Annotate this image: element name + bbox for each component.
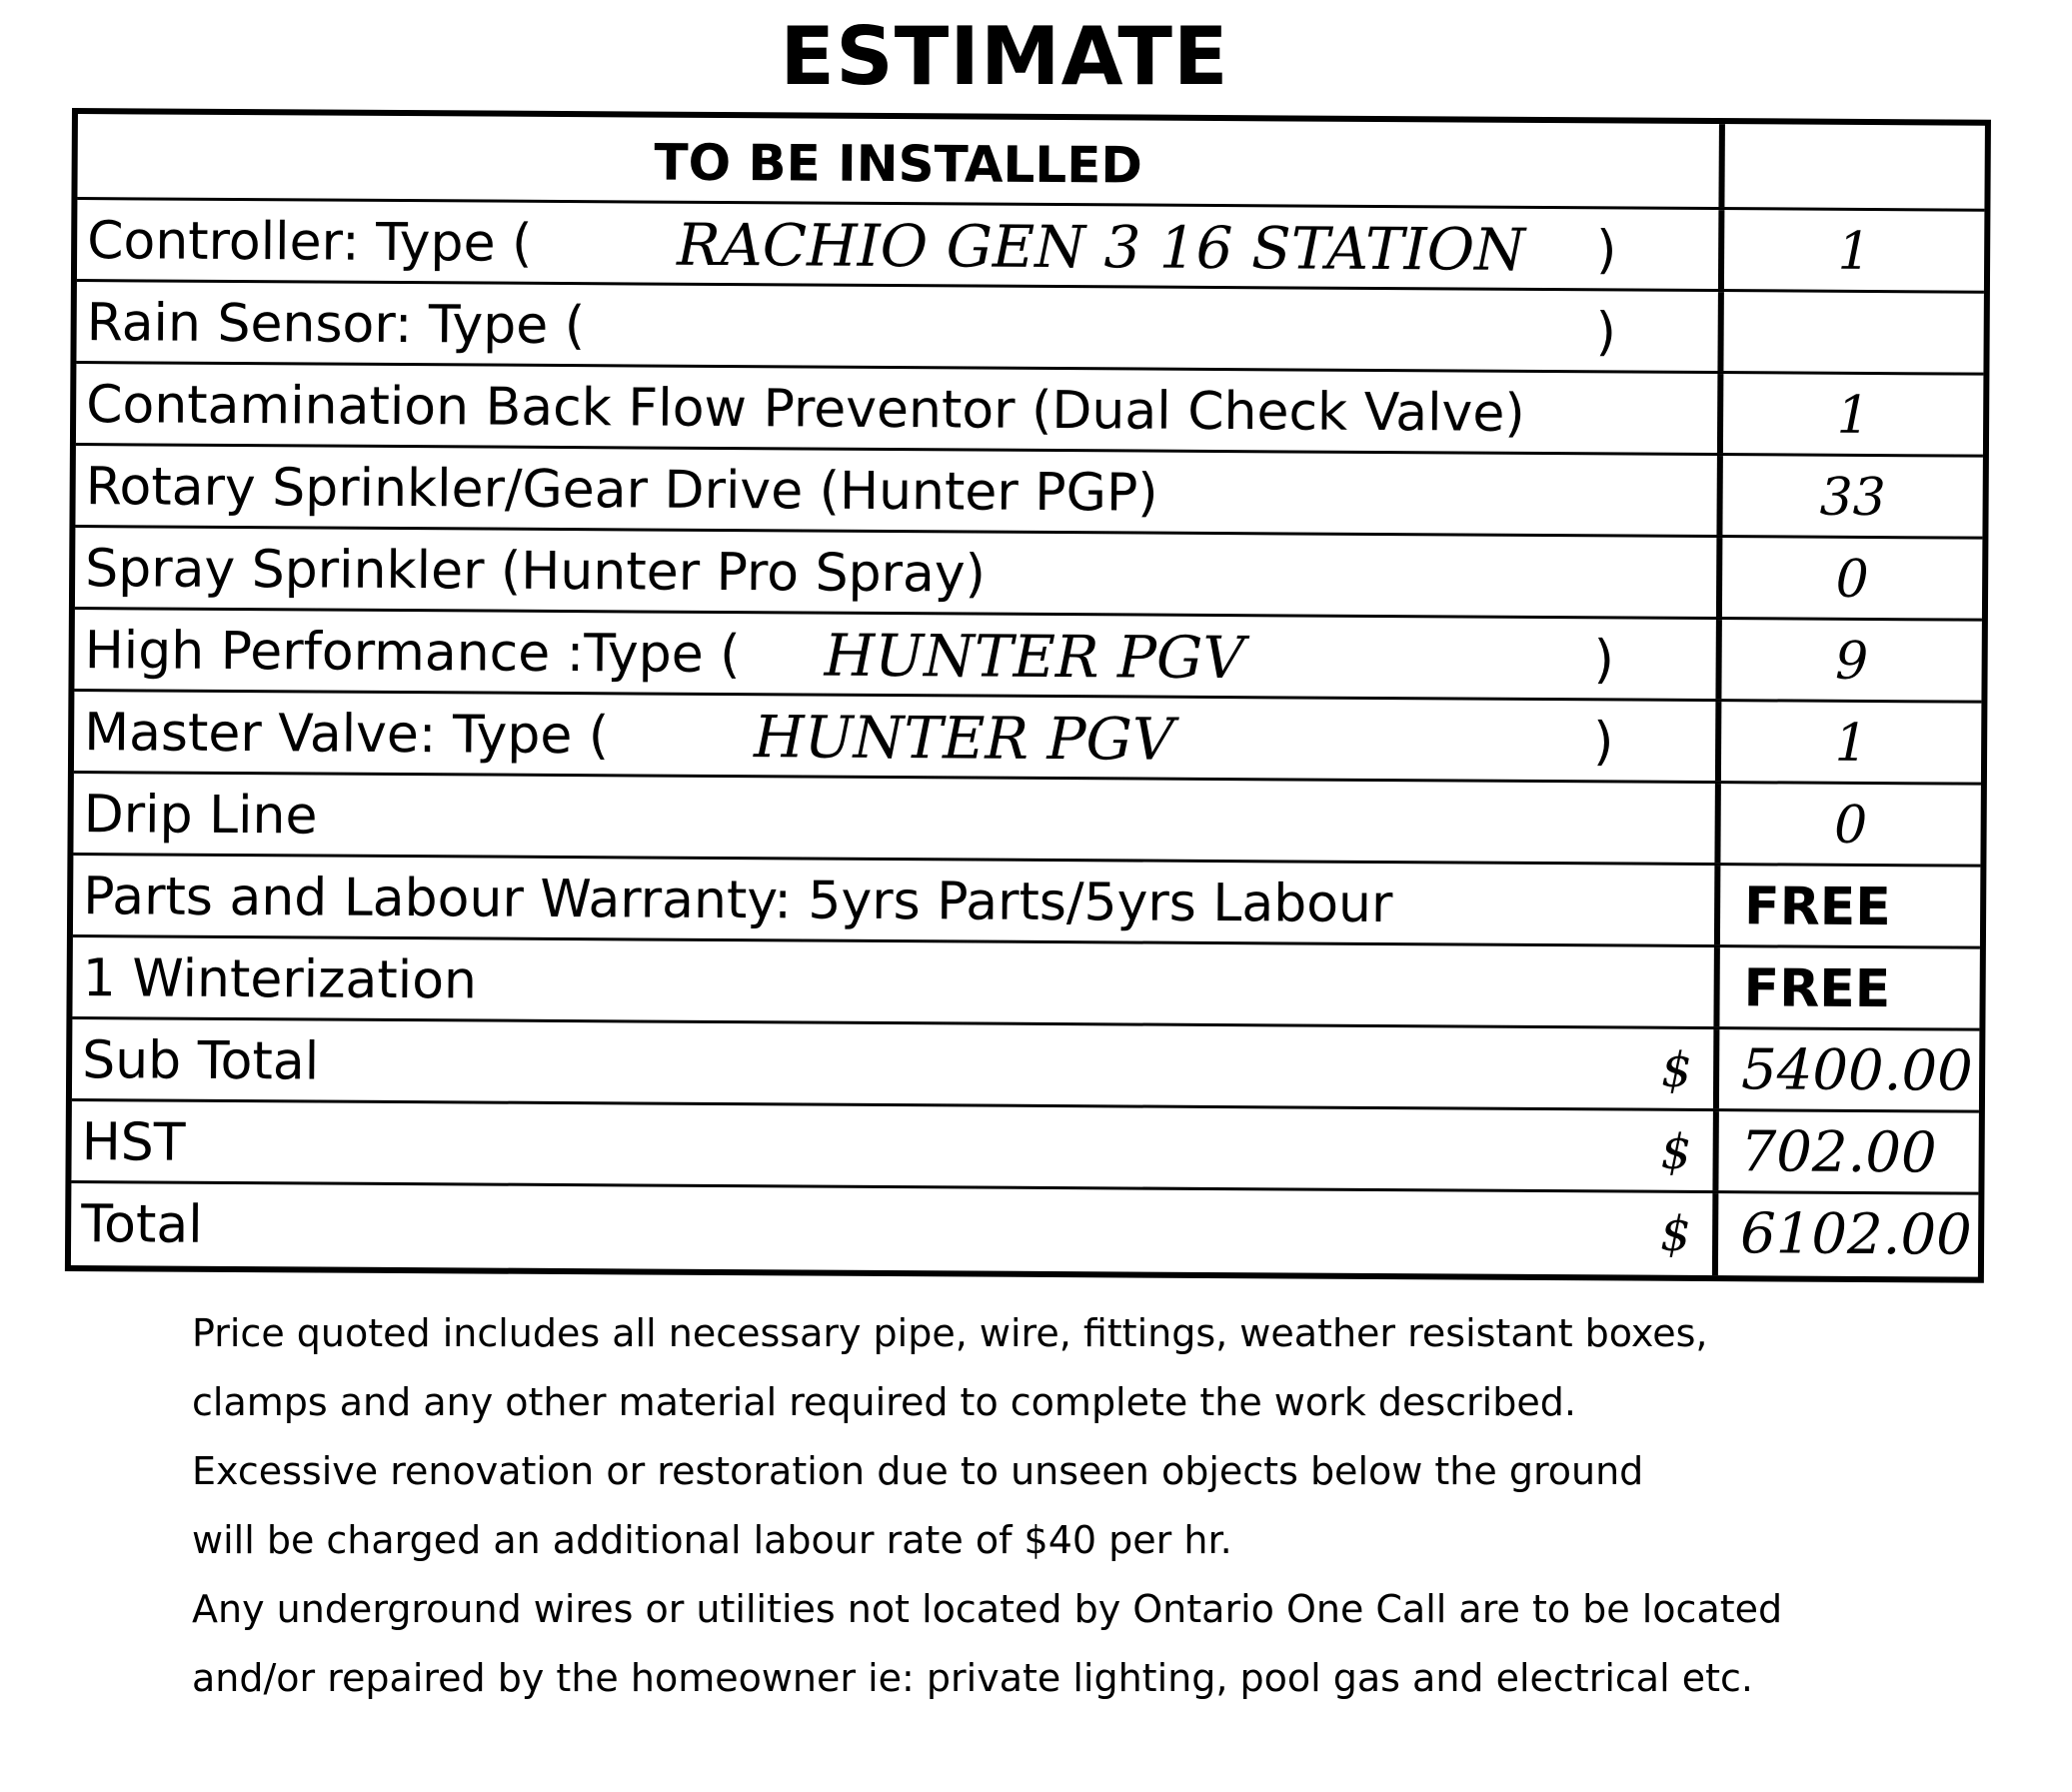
handwritten-type: HUNTER PGV (753, 703, 1174, 774)
note-line: and/or repaired by the homeowner ie: private lighting, pool gas and electrical etc. (192, 1656, 1753, 1700)
total-amount: 702.00 (1740, 1119, 1937, 1186)
item-label: High Performance :Type ( (84, 621, 741, 686)
closing-paren: ) (1592, 712, 1614, 773)
total-label: HST (81, 1112, 186, 1173)
table-header: TO BE INSTALLED (77, 114, 1724, 207)
closing-paren: ) (1593, 630, 1615, 691)
total-amount: 5400.00 (1740, 1037, 1973, 1104)
table-row-hst (71, 1101, 1978, 1195)
item-quantity: 1 (1834, 713, 1868, 774)
total-amount: 6102.00 (1739, 1201, 1972, 1268)
table-row-rotary-sprinkler (75, 446, 1982, 540)
note-line: clamps and any other material required to complete the work described. (192, 1380, 1576, 1424)
quantity-header (1724, 124, 1985, 209)
table-row-warranty (73, 856, 1980, 949)
item-label: Contamination Back Flow Preventor (Dual Check Valve) (76, 364, 1723, 453)
item-label: 1 Winterization (72, 937, 1719, 1026)
item-quantity: 33 (1819, 467, 1886, 529)
currency-symbol: $ (1659, 1205, 1691, 1262)
item-label: Master Valve: Type ( (83, 703, 610, 767)
item-quantity: FREE (1743, 877, 1891, 938)
handwritten-type: RACHIO GEN 3 16 STATION (676, 210, 1526, 284)
table-row-master-valve (74, 692, 1981, 786)
total-label: Sub Total (81, 1030, 320, 1092)
table-row-rain-sensor (76, 282, 1983, 376)
table-header-row (77, 114, 1984, 212)
item-label: Spray Sprinkler (Hunter Pro Spray) (75, 528, 1722, 617)
item-label: Drip Line (73, 774, 1720, 863)
item-label: Rain Sensor: Type ( (86, 293, 586, 357)
table-row-controller (77, 200, 1984, 294)
currency-symbol: $ (1660, 1041, 1692, 1098)
terms-notes (192, 1299, 1791, 1713)
handwritten-type: HUNTER PGV (824, 621, 1245, 693)
item-quantity: FREE (1743, 958, 1891, 1020)
estimate-table (65, 108, 1991, 1283)
item-quantity: 1 (1837, 221, 1871, 282)
total-label: Total (80, 1194, 203, 1255)
note-line: Price quoted includes all necessary pipe, wire, fittings, weather resistant boxes, (192, 1311, 1708, 1355)
table-row-spray-sprinkler (75, 528, 1982, 622)
note-line: will be charged an additional labour rate of $40 per hr. (192, 1518, 1232, 1562)
table-row-backflow (76, 364, 1983, 458)
closing-paren: ) (1595, 220, 1617, 281)
item-quantity (1723, 292, 1983, 373)
item-quantity: 1 (1836, 385, 1870, 446)
table-row-winterization (72, 937, 1979, 1031)
closing-paren: ) (1595, 302, 1617, 363)
page-title: ESTIMATE (780, 10, 1229, 103)
item-quantity: 0 (1835, 549, 1869, 610)
currency-symbol: $ (1660, 1123, 1692, 1180)
table-row-subtotal (72, 1019, 1979, 1113)
item-label: Controller: Type ( (87, 211, 533, 274)
note-line: Excessive renovation or restoration due to unseen objects below the ground (192, 1449, 1644, 1493)
note-line: Any underground wires or utilities not located by Ontario One Call are to be located (192, 1587, 1783, 1631)
table-row-high-performance (74, 610, 1981, 704)
item-label: Rotary Sprinkler/Gear Drive (Hunter PGP) (75, 446, 1722, 535)
table-row-total (71, 1183, 1978, 1277)
item-quantity: 9 (1834, 631, 1869, 692)
table-row-drip-line (73, 774, 1980, 868)
item-quantity: 0 (1833, 795, 1868, 856)
item-label: Parts and Labour Warranty: 5yrs Parts/5yrs Labour (73, 856, 1720, 944)
